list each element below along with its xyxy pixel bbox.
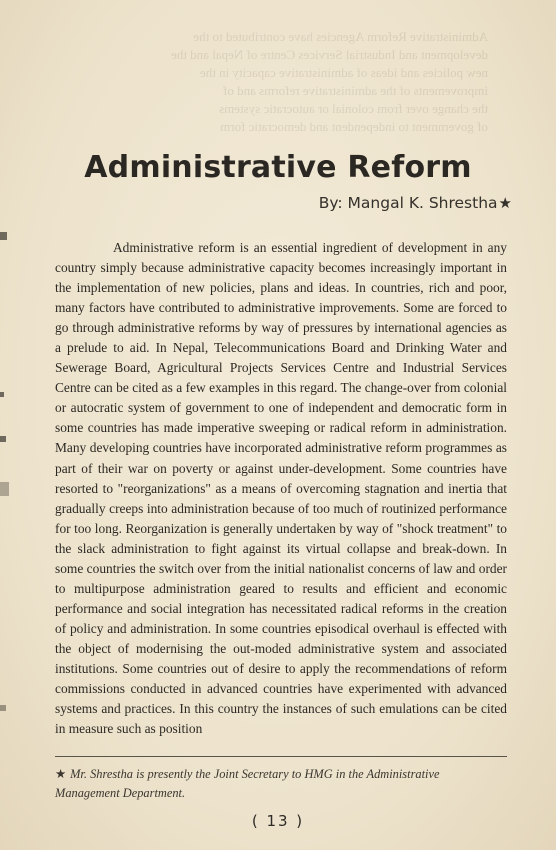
- star-icon: ★: [498, 194, 512, 212]
- footnote-divider: [55, 756, 507, 757]
- footnote-text: Mr. Shrestha is presently the Joint Secretary to HMG in the Administrative Management Department.: [55, 767, 440, 800]
- article-title: Administrative Reform: [84, 150, 472, 185]
- author-byline: [319, 194, 512, 212]
- star-icon: ★: [55, 767, 67, 781]
- page-number: ( 13 ): [251, 812, 305, 830]
- binding-mark: [0, 232, 7, 240]
- article-body: Administrative reform is an essential ingredient of development in any country simply because administrative capacity becomes increasingly important in the implementation of new policies, plans and ideas. In countries, rich and poor, many factors have contributed to administrative improvements. Some are forced to go through administrative reforms by way of pressures by international agencies as a prelude to aid. In Nepal, Telecommunications Board and Drinking Water and Sewerage Board, Agricultural Projects Services Centre and Industrial Services Centre can be cited as a few examples in this regard. The change-over from colonial or autocratic system of government to one of independent and democratic form in some countries has made imperative sweeping or radical reform in administration. Many developing countries have incorporated administrative reform programmes as part of their war on poverty or against under-development. Some countries have resorted to "reorganizations" as a means of overcoming stagnation and inertia that gradually creeps into administration because of too much of routinized performance for too long. Reorganization is generally undertaken by way of "shock treatment" to the slack administration to fight against its virtual collapse and break-down. In some countries the switch over from the initial nationalist concerns of law and order to multipurpose administration geared to results and efficient and economic performance and social integration has necessitated radical reforms in the creation of policy and administration. In some countries episodical overhaul is effected with the object of modernising the out-moded administrative system and associated institutions. Some countries out of desire to apply the recommendations of reform commissions conducted in advanced countries have experimented with advanced systems and practices. In this country the instances of such emulations can be cited in measure such as position: [55, 240, 507, 737]
- binding-mark: [0, 392, 4, 397]
- binding-mark: [0, 436, 6, 442]
- binding-mark: [0, 705, 6, 711]
- bleed-through-text: Administrative Reform Agencies have contributed to the development and Industrial Services Centre of Nepal and the new policies and ideas of administrative capacity in the improvements of the administrative reforms and of the change over from colonial or autocratic systems of government to independent and democratic form: [171, 29, 488, 134]
- byline-text: By: Mangal K. Shrestha: [318, 194, 498, 212]
- author-footnote: [55, 765, 507, 803]
- binding-mark: [0, 482, 9, 496]
